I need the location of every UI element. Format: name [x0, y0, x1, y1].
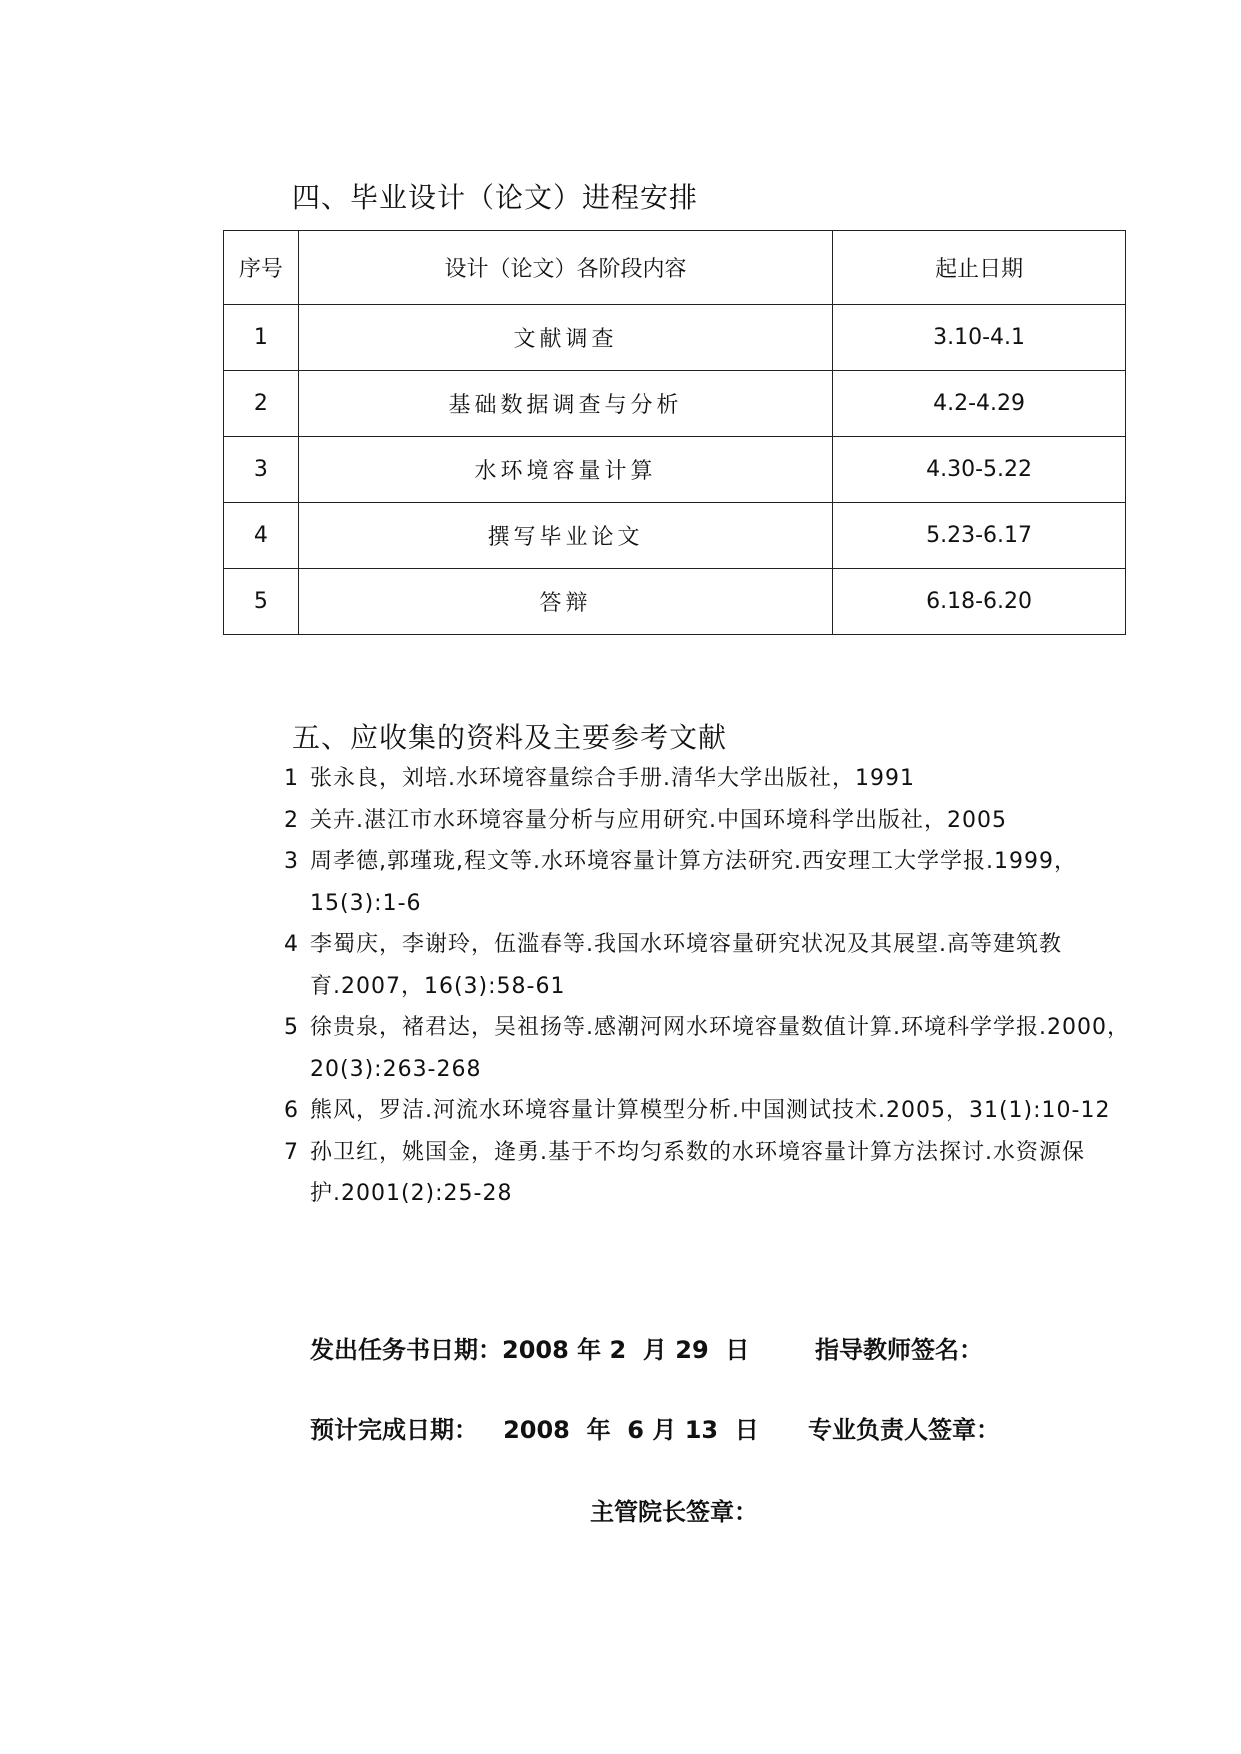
reference-item [284, 1007, 1134, 1090]
table-row [224, 569, 1126, 635]
table-row [224, 503, 1126, 569]
row-date: 4.2-4.29 [833, 371, 1126, 437]
row-content: 撰写毕业论文 [298, 503, 832, 569]
row-date: 5.23-6.17 [833, 503, 1126, 569]
reference-text: 李蜀庆，李谢玲，伍滥春等.我国水环境容量研究状况及其展望.高等建筑教育.2007，16(3):58-61 [310, 932, 1062, 999]
reference-item [284, 758, 1134, 800]
reference-number: 6 [284, 1098, 299, 1123]
reference-number: 7 [284, 1139, 299, 1165]
row-no: 2 [224, 371, 299, 437]
row-date: 3.10-4.1 [833, 305, 1126, 371]
table-header-row [224, 231, 1126, 305]
reference-item [284, 1132, 1134, 1215]
section-5-title: 五、应收集的资料及主要参考文献 [292, 721, 728, 754]
reference-text: 熊风，罗洁.河流水环境容量计算模型分析.中国测试技术.2005，31(1):10-12 [310, 1098, 1111, 1123]
reference-item [284, 841, 1134, 924]
reference-text: 孙卫红，姚国金，逄勇.基于不均匀系数的水环境容量计算方法探讨.水资源保护.2001(2):25-28 [310, 1139, 1085, 1206]
reference-number: 1 [284, 766, 299, 791]
dean-signature-label: 主管院长签章： [590, 1498, 758, 1526]
reference-number: 2 [284, 807, 299, 833]
row-no: 1 [224, 305, 299, 371]
header-content: 设计（论文）各阶段内容 [298, 231, 832, 305]
reference-list [284, 758, 1134, 1215]
reference-number: 3 [284, 849, 299, 874]
row-content: 答辩 [298, 569, 832, 635]
table-row [224, 371, 1126, 437]
row-date: 4.30-5.22 [833, 437, 1126, 503]
table-row [224, 305, 1126, 371]
reference-item [284, 924, 1134, 1007]
issue-date-line: 发出任务书日期：2008 年 2 月 29 日 [310, 1336, 750, 1364]
row-no: 3 [224, 437, 299, 503]
schedule-table [223, 230, 1126, 635]
row-date: 6.18-6.20 [833, 569, 1126, 635]
major-head-signature-label: 专业负责人签章： [808, 1416, 1000, 1444]
reference-text: 关卉.湛江市水环境容量分析与应用研究.中国环境科学出版社，2005 [310, 807, 1007, 833]
completion-date-line: 预计完成日期： 2008 年 6 月 13 日 [310, 1416, 759, 1444]
row-no: 4 [224, 503, 299, 569]
reference-item [284, 1090, 1134, 1132]
reference-text: 周孝德,郭瑾珑,程文等.水环境容量计算方法研究.西安理工大学学报.1999，15(3):1-6 [310, 849, 1077, 916]
advisor-signature-label: 指导教师签名： [815, 1336, 983, 1364]
reference-text: 张永良，刘培.水环境容量综合手册.清华大学出版社，1991 [310, 766, 915, 791]
row-content: 基础数据调查与分析 [298, 371, 832, 437]
row-content: 水环境容量计算 [298, 437, 832, 503]
reference-number: 5 [284, 1015, 299, 1040]
row-content: 文献调查 [298, 305, 832, 371]
reference-text: 徐贵泉，褚君达，吴祖扬等.感潮河网水环境容量数值计算.环境科学学报.2000，20(3):263-268 [310, 1015, 1130, 1082]
header-date: 起止日期 [833, 231, 1126, 305]
header-no: 序号 [224, 231, 299, 305]
row-no: 5 [224, 569, 299, 635]
table-row [224, 437, 1126, 503]
reference-item [284, 800, 1134, 842]
section-4-title: 四、毕业设计（论文）进程安排 [292, 181, 699, 214]
reference-number: 4 [284, 932, 299, 957]
